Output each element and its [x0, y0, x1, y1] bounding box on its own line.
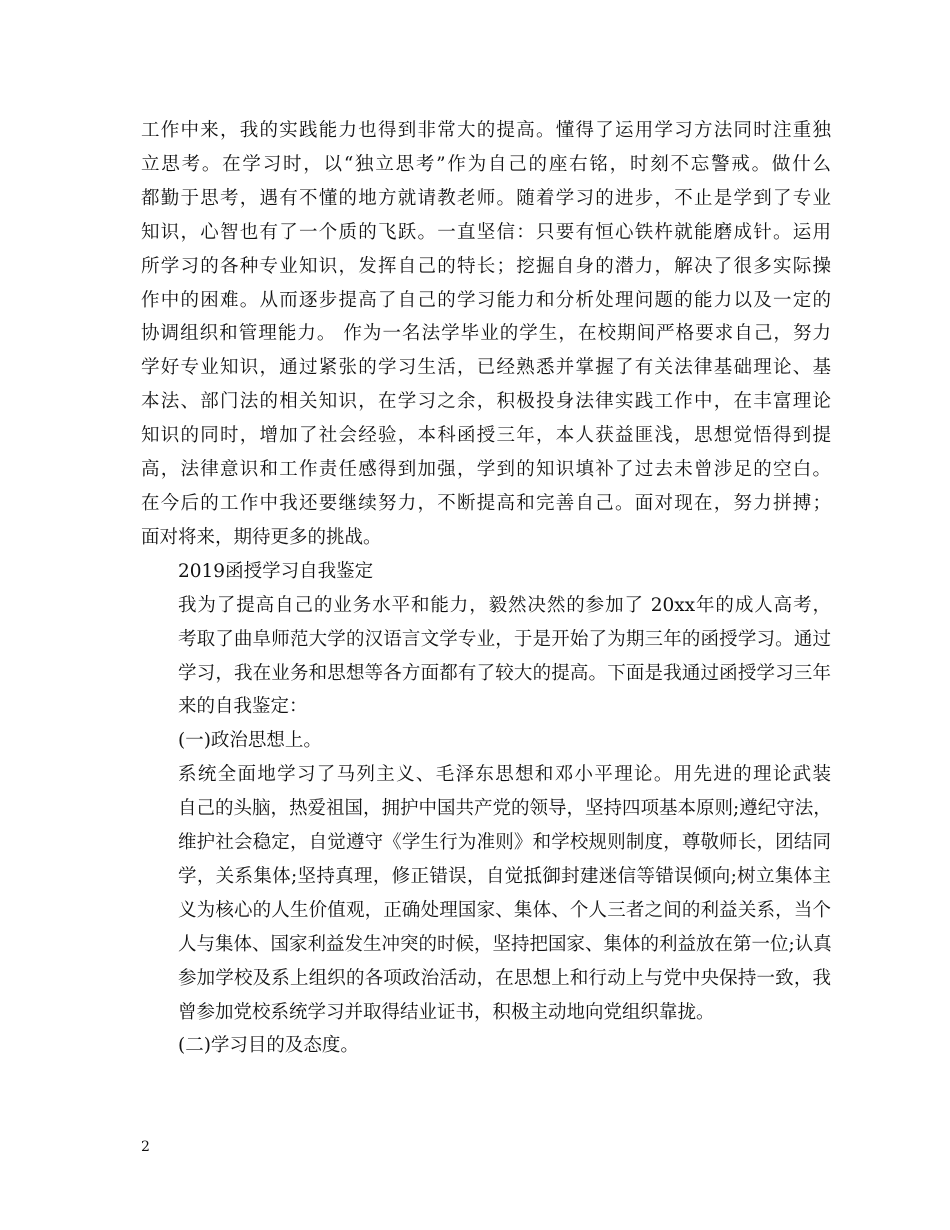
- text-line: 学好专业知识，通过紧张的学习生活，已经熟悉并掌握了有关法律基础理论、基: [141, 357, 831, 379]
- text-line: 2019函授学习自我鉴定: [178, 560, 374, 582]
- text-line: 立思考。在学习时，以“独立思考”作为自己的座右铭，时刻不忘警戒。做什么: [141, 153, 831, 175]
- paragraph: [141, 114, 831, 555]
- text-line: 学，关系集体;坚持真理，修正错误，自觉抵御封建迷信等错误倾向;树立集体主: [178, 865, 831, 887]
- paragraph: [141, 555, 831, 589]
- text-line: 在今后的工作中我还要继续努力，不断提高和完善自己。面对现在，努力拼搏；: [141, 492, 831, 514]
- paragraph: [141, 1029, 831, 1063]
- text-line: 工作中来，我的实践能力也得到非常大的提高。懂得了运用学习方法同时注重独: [141, 120, 831, 141]
- text-line: 维护社会稳定，自觉遵守《学生行为准则》和学校规则制度，尊敬师长，团结同: [178, 832, 831, 854]
- text-line: 自己的头脑，热爱祖国，拥护中国共产党的领导，坚持四项基本原则;遵纪守法，: [178, 798, 832, 820]
- document-body: [141, 114, 831, 1063]
- text-line: 协调组织和管理能力。 作为一名法学毕业的学生，在校期间严格要求自己，努力: [141, 323, 831, 345]
- text-line: 系统全面地学习了马列主义、毛泽东思想和邓小平理论。用先进的理论武装: [178, 764, 831, 786]
- text-line: 知识的同时，增加了社会经验，本科函授三年，本人获益匪浅，思想觉悟得到提: [141, 425, 831, 447]
- paragraph: [141, 589, 831, 725]
- text-line: 知识，心智也有了一个质的飞跃。一直坚信：只要有恒心铁杵就能磨成针。运用: [141, 221, 831, 243]
- text-line: 面对将来，期待更多的挑战。: [141, 526, 382, 548]
- text-line: 所学习的各种专业知识，发挥自己的特长；挖掘自身的潜力，解决了很多实际操: [141, 255, 831, 277]
- text-line: 人与集体、国家利益发生冲突的时候，坚持把国家、集体的利益放在第一位;认真: [178, 933, 832, 955]
- text-line: 考取了曲阜师范大学的汉语言文学专业，于是开始了为期三年的函授学习。通过: [178, 628, 831, 650]
- page-number: 2: [141, 1139, 150, 1155]
- text-line: (二)学习目的及态度。: [178, 1035, 359, 1057]
- text-line: 作中的困难。从而逐步提高了自己的学习能力和分析处理问题的能力以及一定的: [141, 289, 831, 311]
- paragraph: [141, 758, 831, 1029]
- text-line: 都勤于思考，遇有不懂的地方就请教老师。随着学习的进步，不止是学到了专业: [141, 187, 831, 209]
- text-line: 参加学校及系上组织的各项政治活动，在思想上和行动上与党中央保持一致，我: [178, 967, 831, 989]
- text-line: 本法、部门法的相关知识，在学习之余，积极投身法律实践工作中，在丰富理论: [141, 391, 831, 413]
- text-line: 学习，我在业务和思想等各方面都有了较大的提高。下面是我通过函授学习三年: [178, 662, 831, 684]
- paragraph: [141, 724, 831, 758]
- text-line: 义为核心的人生价值观，正确处理国家、集体、个人三者之间的利益关系，当个: [178, 899, 831, 921]
- text-line: 高，法律意识和工作责任感得到加强，学到的知识填补了过去未曾涉足的空白。: [141, 459, 831, 481]
- text-line: (一)政治思想上。: [178, 730, 322, 752]
- text-line: 来的自我鉴定：: [178, 696, 308, 718]
- text-line: 我为了提高自己的业务水平和能力，毅然决然的参加了 20xx年的成人高考，: [178, 594, 831, 616]
- text-line: 曾参加党校系统学习并取得结业证书，积极主动地向党组织靠拢。: [178, 1001, 715, 1023]
